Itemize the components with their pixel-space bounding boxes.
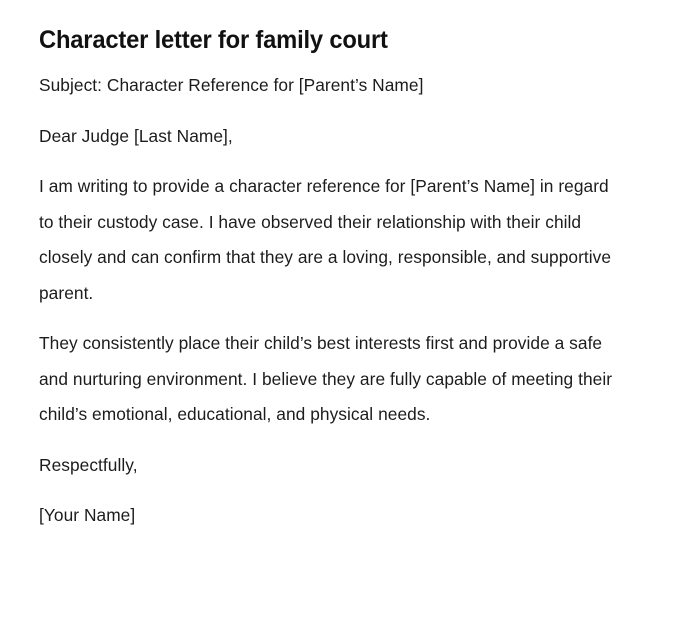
page-title: Character letter for family court: [39, 26, 388, 54]
letter-closing: Respectfully,: [39, 454, 138, 475]
letter-paragraph-2: They consistently place their child’s best interests first and provide a safe and nurturing environment. I believe they are fully capable of meeting their child’s emotional, educational, and physical needs.: [39, 333, 613, 424]
letter-paragraph-1: I am writing to provide a character reference for [Parent’s Name] in regard to their custody case. I have observed their relationship with their child closely and can confirm that they are a loving, responsible, and supportive parent.: [39, 176, 612, 303]
letter-signature-name: [Your Name]: [39, 505, 136, 525]
letter-subject-line: Subject: Character Reference for [Parent’s Name]: [39, 75, 424, 95]
letter-salutation: Dear Judge [Last Name],: [39, 125, 233, 146]
document-body: [39, 68, 621, 534]
